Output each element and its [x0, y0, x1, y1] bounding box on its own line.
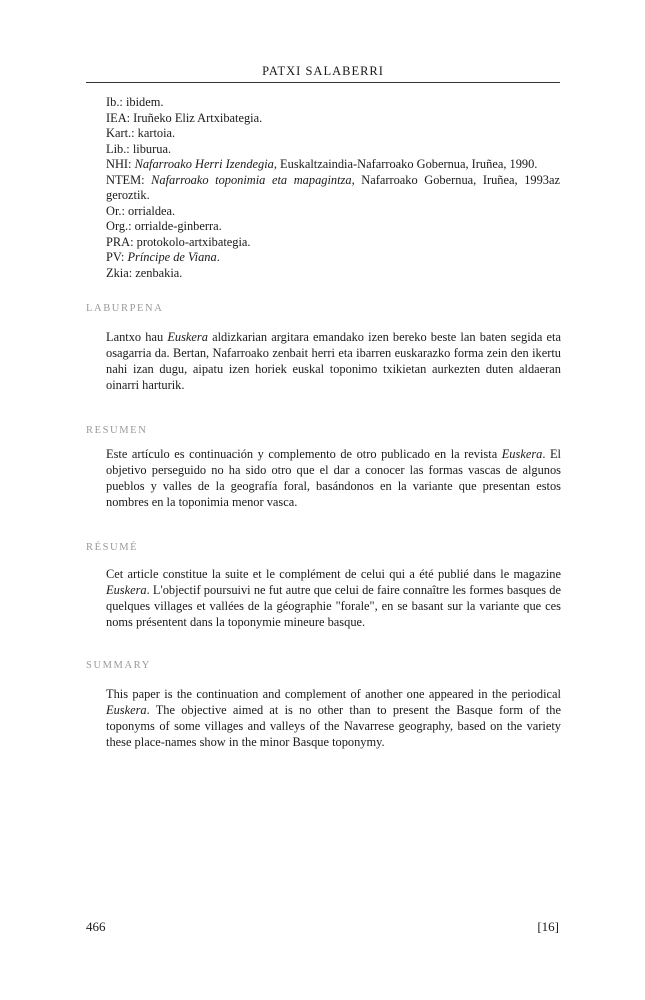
- text-run: Cet article constitue la suite et le complément de celui qui a été publié dans le magazine: [106, 567, 561, 581]
- abbr-italic-title: Nafarroako Herri Izendegia: [134, 157, 274, 171]
- bracket-page-number: [16]: [537, 919, 559, 934]
- abbr-key: NHI:: [106, 157, 135, 171]
- abbreviation-item: Or.: orrialdea.: [106, 203, 176, 218]
- abbreviation-item: PRA: protokolo-artxibategia.: [106, 234, 251, 249]
- section-title-resumen: RESUMEN: [86, 425, 148, 436]
- text-run: aldizkarian argitara emandako izen bereko beste lan baten segida eta osagarria da. Bertan, Nafarroako zenbait herri eta ibarren euskarazko forma zein den ikertu nahi izan dugu, aipatu izen horiek euskal toponimo txikietan aurkezten duten aldaeran oinarri harturik.: [106, 330, 561, 392]
- italic-run: Euskera: [106, 703, 147, 717]
- abbreviation-item: [106, 157, 560, 173]
- abbr-rest: .: [216, 250, 220, 264]
- italic-run: Euskera: [106, 583, 147, 597]
- section-body-summary: [106, 686, 561, 750]
- section-body-laburpena: [106, 329, 561, 393]
- text-run: This paper is the continuation and complement of another one appeared in the periodical: [106, 687, 561, 701]
- abbr-key: PV:: [106, 250, 128, 264]
- page-number: 466: [86, 919, 106, 934]
- abbreviation-item: [106, 173, 560, 204]
- text-run: Lantxo hau: [106, 330, 168, 344]
- text-run: Este artículo es continuación y complemento de otro publicado en la revista: [106, 447, 502, 461]
- italic-run: Euskera: [167, 330, 208, 344]
- abbreviation-item: Ib.: ibidem.: [106, 95, 164, 109]
- section-title-resume: RÉSUMÉ: [86, 542, 139, 553]
- abbreviation-item: Zkia: zenbakia.: [106, 265, 183, 280]
- abbr-key: NTEM:: [106, 172, 152, 187]
- header-rule: [86, 82, 560, 83]
- text-run: . The objective aimed at is no other than to present the Basque form of the toponyms of some villages and valleys of the Navarrese geography, based on the variety these place-names show in the minor Basque toponymy.: [106, 703, 561, 749]
- section-title-summary: SUMMARY: [86, 660, 151, 671]
- text-run: . L'objectif poursuivi ne fut autre que celui de faire connaître les formes basques de quelques villages et vallées de la géographie "forale", en se basant sur la variante que ces noms présentent dans la toponymie mineure basque.: [106, 583, 561, 629]
- section-body-resumen: [106, 446, 561, 510]
- abbreviation-item: Kart.: kartoia.: [106, 126, 176, 140]
- text-run: . El objetivo perseguido no ha sido otro que el dar a conocer las formas vascas de algunos pueblos y valles de la geografía foral, basándonos en la variante que presentan estos nombres en la toponimia menor vasca.: [106, 447, 561, 509]
- section-body-resume: [106, 566, 561, 630]
- abbreviation-item: [106, 250, 560, 266]
- abbreviation-item: IEA: Iruñeko Eliz Artxibategia.: [106, 110, 263, 125]
- abbr-rest: , Nafarroako Gobernua, Iruñea, 1993az geroztik.: [106, 172, 560, 202]
- section-title-laburpena: LABURPENA: [86, 303, 164, 314]
- abbreviation-item: Lib.: liburua.: [106, 141, 172, 156]
- abbr-italic-title: Príncipe de Viana: [127, 250, 217, 264]
- abbreviation-list: [106, 95, 560, 281]
- italic-run: Euskera: [501, 447, 543, 461]
- abbreviation-item: Org.: orrialde-ginberra.: [106, 219, 222, 233]
- abbr-italic-title: Nafarroako toponimia eta mapagintza: [151, 172, 352, 187]
- running-header: PATXI SALABERRI: [262, 64, 384, 78]
- abbr-rest: , Euskaltzaindia-Nafarroako Gobernua, Iruñea, 1990.: [273, 157, 538, 171]
